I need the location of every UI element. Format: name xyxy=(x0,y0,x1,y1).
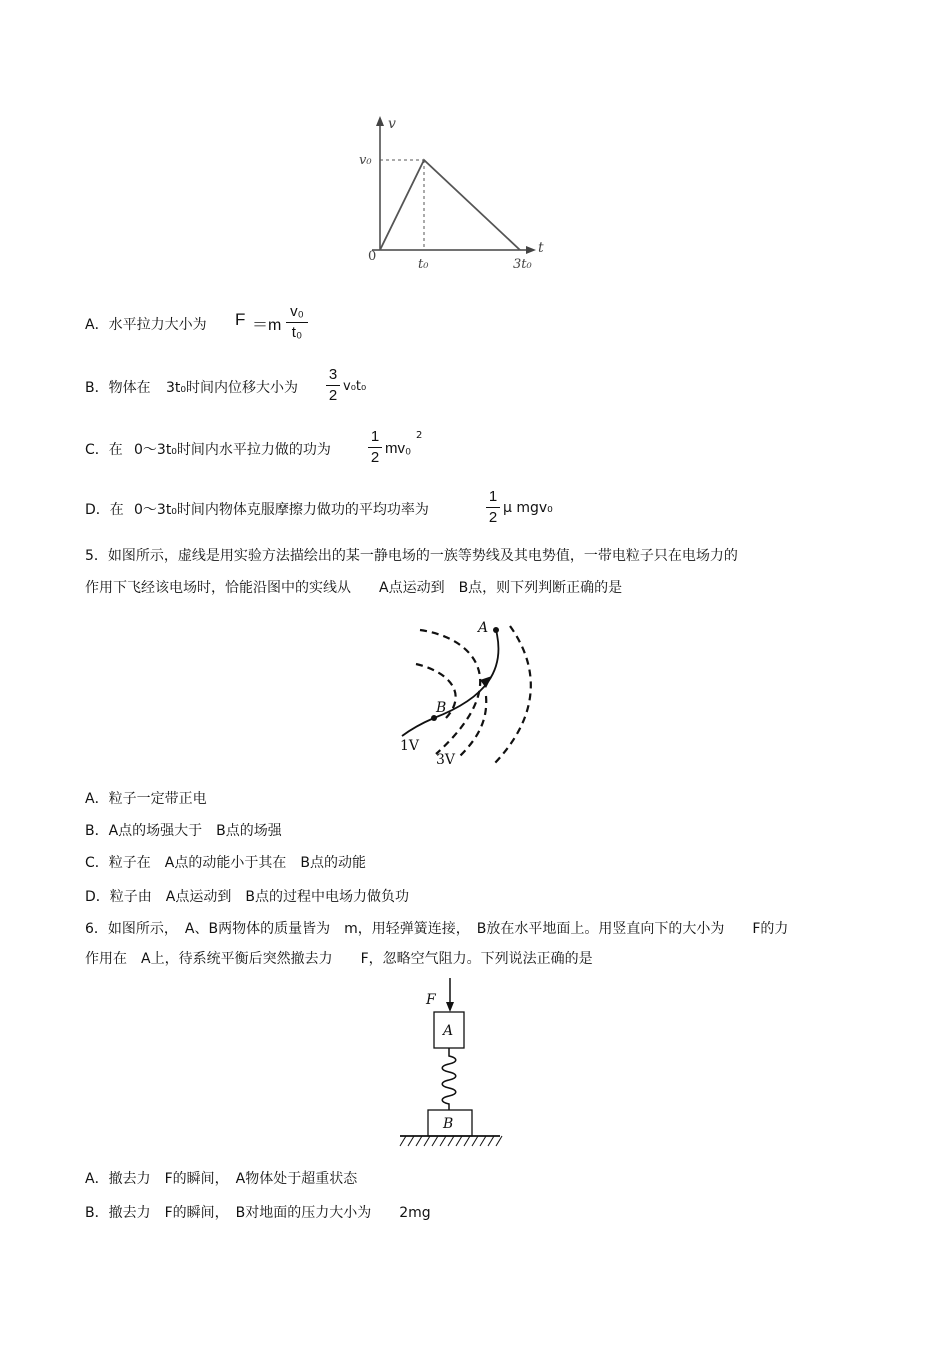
q4-option-d-fraction xyxy=(486,488,500,527)
origin-label: 0 xyxy=(368,249,377,264)
q4-option-b-mid: 3t₀时间内位移大小为 xyxy=(166,380,299,396)
q4-option-b-tail: v₀t₀ xyxy=(343,379,367,394)
v-axis-label: v xyxy=(388,116,396,132)
3t0-label: 3t₀ xyxy=(513,257,532,272)
q5-stem-line-2: 作用下飞经该电场时，恰能沿图中的实线从 A点运动到 B点，则下列判断正确的是 xyxy=(85,580,623,596)
q4-option-b-den: 2 xyxy=(328,387,338,404)
q4-option-d-num: 1 xyxy=(488,488,498,505)
q5-option-b: B．A点的场强大于 B点的场强 xyxy=(85,823,282,839)
q5-option-c: C．粒子在 A点的动能小于其在 B点的动能 xyxy=(85,855,366,871)
q4-option-b-prefix: B．物体在 xyxy=(85,380,151,396)
point-a-dot xyxy=(493,627,499,633)
q4-option-d-prefix: D．在 xyxy=(85,502,124,518)
point-b-label: B xyxy=(436,700,447,716)
t0-label: t₀ xyxy=(418,257,429,272)
point-a-label: A xyxy=(478,620,489,636)
velocity-curve xyxy=(380,160,520,250)
q5-option-a: A．粒子一定带正电 xyxy=(85,791,207,807)
q4-option-a-den: t₀ xyxy=(291,324,303,341)
q4-option-a-prefix: A．水平拉力大小为 xyxy=(85,317,207,333)
v0-label: v₀ xyxy=(359,153,372,168)
q4-option-a-num: v₀ xyxy=(290,303,304,320)
trajectory-arrow-icon xyxy=(480,676,492,688)
spring xyxy=(442,1048,456,1110)
equipotential-line-3v xyxy=(460,696,486,756)
label-3v: 3V xyxy=(436,752,456,768)
q4-option-a-lhs: F xyxy=(235,310,246,329)
equipotential-line-outer xyxy=(494,626,531,764)
spring-block-diagram xyxy=(396,976,506,1151)
q4-option-d-den: 2 xyxy=(488,509,498,526)
q6-option-a: A．撤去力 F的瞬间， A物体处于超重状态 xyxy=(85,1171,358,1187)
ground-hatching xyxy=(400,1136,502,1146)
q4-option-a-eq: ＝m xyxy=(252,317,282,334)
q4-option-d-mid: 0～3t₀时间内物体克服摩擦力做功的平均功率为 xyxy=(134,502,429,518)
q6-option-b: B．撤去力 F的瞬间， B对地面的压力大小为 2mg xyxy=(85,1205,431,1221)
q4-option-a-fraction xyxy=(286,303,308,342)
equipotential-diagram xyxy=(390,614,560,774)
q4-option-c-num: 1 xyxy=(370,428,380,445)
q4-option-b-num: 3 xyxy=(328,366,338,383)
q5-option-d: D．粒子由 A点运动到 B点的过程中电场力做负功 xyxy=(85,889,409,905)
q4-option-c-mid: 0～3t₀时间内水平拉力做的功为 xyxy=(134,442,331,458)
t-axis-arrow-icon xyxy=(526,246,536,254)
q4-option-d-tail: μ mgv₀ xyxy=(503,500,553,516)
equipotential-line-mid xyxy=(420,630,480,754)
t-axis-label: t xyxy=(538,240,544,256)
block-b-label: B xyxy=(443,1116,454,1132)
q4-option-b-fraction xyxy=(326,366,340,405)
q4-option-c-prefix: C．在 xyxy=(85,442,123,458)
label-1v: 1V xyxy=(400,738,420,754)
q4-option-c-fraction xyxy=(368,428,382,467)
force-arrow-icon xyxy=(446,1002,454,1012)
q4-option-c-sup: 2 xyxy=(416,430,423,441)
q5-stem-line-1: 5．如图所示，虚线是用实验方法描绘出的某一静电场的一族等势线及其电势值，一带电粒子只在电场力的 xyxy=(85,548,738,564)
q6-stem-line-2: 作用在 A上，待系统平衡后突然撤去力 F，忽略空气阻力。下列说法正确的是 xyxy=(85,951,593,967)
velocity-time-graph xyxy=(358,112,558,277)
q4-option-c-tail: mv₀ xyxy=(385,440,412,457)
q6-stem-line-1: 6．如图所示， A、B两物体的质量皆为 m，用轻弹簧连接， B放在水平地面上。用竖直向下的大小为 F的力 xyxy=(85,921,789,937)
v-axis-arrow-icon xyxy=(376,116,384,126)
q4-option-c-den: 2 xyxy=(370,449,380,466)
block-a-label: A xyxy=(443,1023,454,1039)
force-label: F xyxy=(426,992,436,1008)
